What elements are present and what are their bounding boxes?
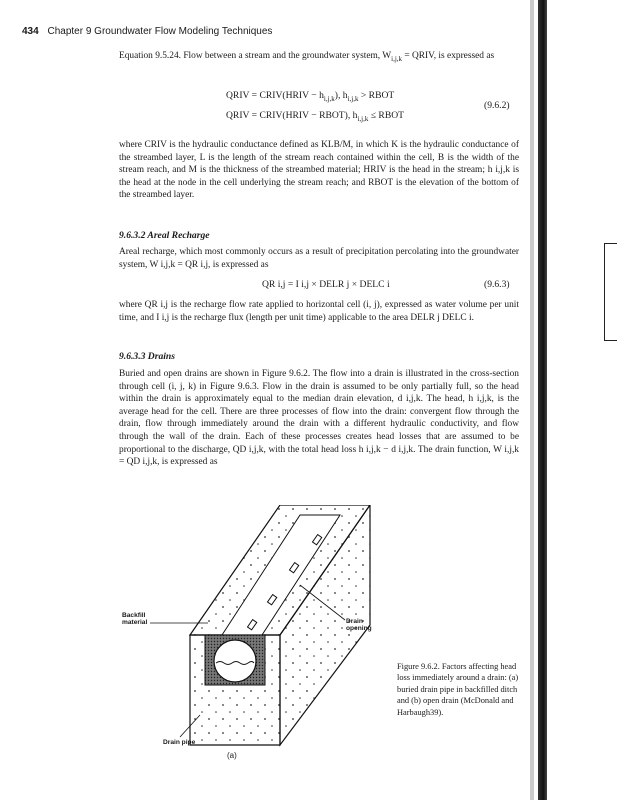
paragraph-criv: where CRIV is the hydraulic conductance defined as KLB/M, in which K is the hydraulic conductance of the streambed layer, L is the length of the stream reach contained within the cell, B is the width of the stream reach, and M is the thickness of the streambed material; HRIV is the head in the stream; h i,j,k is the head at the node in the cell underlying the stream reach; and RBOT is the elevation of the bottom of the streambed layer. [119,140,519,201]
equation-9-6-2-line1: QRIV = CRIV(HRIV − $h_{i,j,k}$), $h_{i,j,k}$ > RBOT [226,90,395,103]
section-heading-drains: 9.6.3.3 Drains [119,351,175,362]
running-header [22,26,272,37]
label-backfill-material: Backfill material [122,612,148,626]
page-spine-shadow [530,0,534,800]
chapter-title: Chapter 9 Groundwater Flow Modeling Techniques [47,26,273,37]
label-panel-a: (a) [227,751,237,760]
paragraph-recharge-def: where QR i,j is the recharge flow rate applied to horizontal cell (i, j), expressed as water volume per unit time, and I i,j is the recharge flux (length per unit time) applicable to the area DELR j DELC i. [119,300,519,323]
margin-bracket [604,243,617,341]
paragraph-drains: Buried and open drains are shown in Figure 9.6.2. The flow into a drain is illustrated in the cross-section through cell (i, j, k) in Figure 9.6.3. Flow in the drain is assumed to be only partially full, so the head within the drain is approximately equal to the median drain elevation, d i,j,k. The head, h i,j,k, is the average head for the cell. There are three processes of flow into the drain: convergent flow through the drain, flow through immediately around the drain with a different hydraulic conductivity, and flow through the wall of the drain. Each of these processes creates head losses that are assumed to be proportional to the discharge, QD i,j,k, with the total head loss h i,j,k − d i,j,k. The drain function, W i,j,k = QD i,j,k, is expressed as [119,369,519,468]
equation-9-6-3: QR i,j = I i,j × DELR j × DELC i [262,279,390,290]
equation-number-9-6-2: (9.6.2) [484,100,510,111]
paragraph-intro: Equation 9.5.24. Flow between a stream and the groundwater system, $W_{i,j,k}$ = QRIV, is expressed as [119,51,495,63]
paragraph-areal-recharge: Areal recharge, which most commonly occurs as a result of precipitation percolating into the groundwater system, W i,j,k = QR i,j, is expressed as [119,247,519,270]
label-drain-pipe: Drain pipe [163,739,196,746]
figure-caption: Figure 9.6.2. Factors affecting head loss immediately around a drain: (a) buried drain pipe in backfilled ditch and (b) open drain (McDonald and Harbaugh39). [397,662,519,717]
section-heading-areal-recharge: 9.6.3.2 Areal Recharge [119,230,210,241]
label-drain-opening: Drain opening [346,618,372,632]
page-spine [538,0,547,800]
equation-9-6-2-line2: QRIV = CRIV(HRIV − RBOT), $h_{i,j,k}$ ≤ RBOT [226,110,405,123]
equation-number-9-6-3: (9.6.3) [484,279,510,290]
page-number: 434 [22,26,39,37]
